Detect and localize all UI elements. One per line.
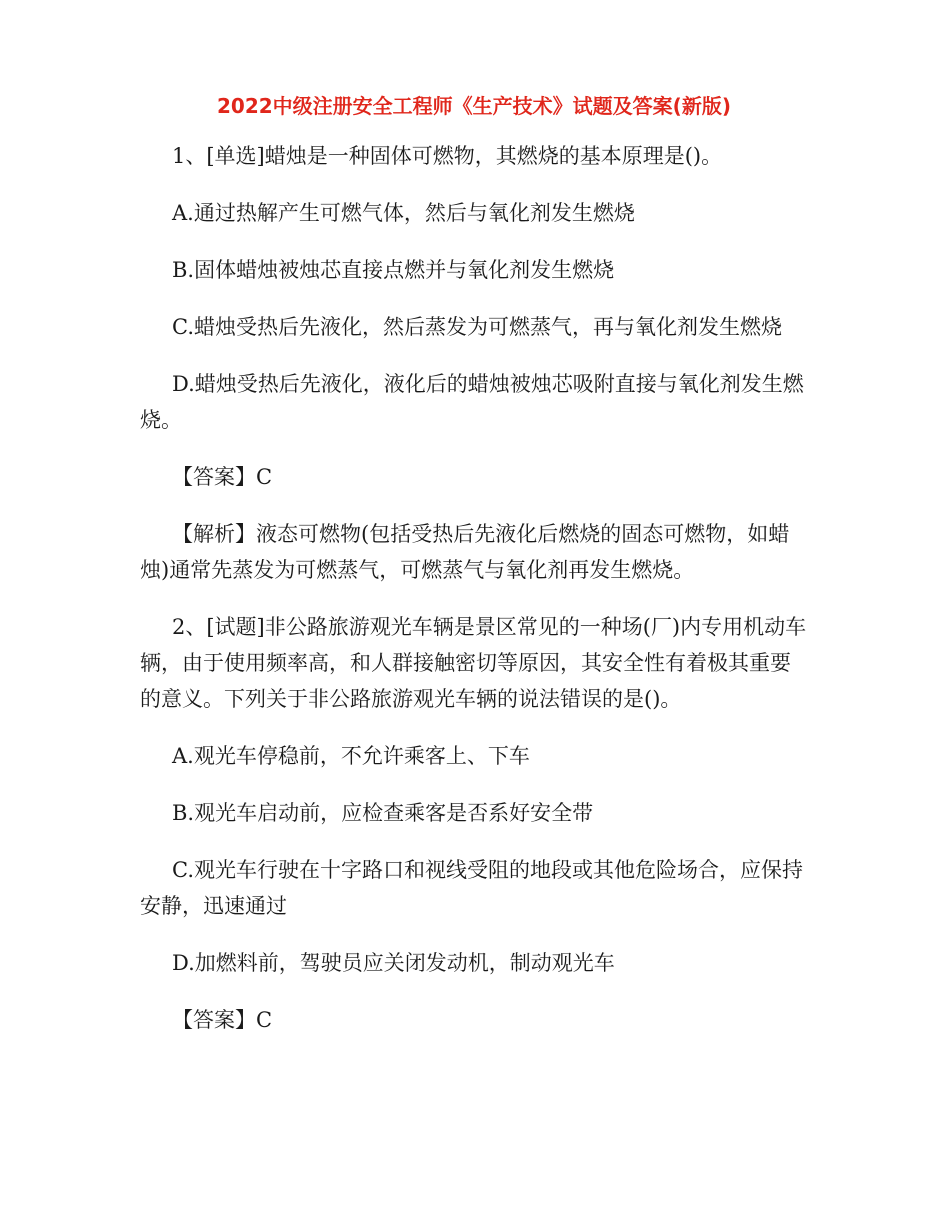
question-1-option-a: A.通过热解产生可燃气体，然后与氧化剂发生燃烧 <box>172 201 635 225</box>
question-2-option-a: A.观光车停稳前，不允许乘客上、下车 <box>172 744 530 768</box>
document-page <box>140 92 808 1059</box>
question-1-option-c: C.蜡烛受热后先液化，然后蒸发为可燃蒸气，再与氧化剂发生燃烧 <box>172 315 782 339</box>
question-1-stem: 1、[单选]蜡烛是一种固体可燃物，其燃烧的基本原理是()。 <box>172 144 723 168</box>
question-1-option-b: B.固体蜡烛被烛芯直接点燃并与氧化剂发生燃烧 <box>172 258 615 282</box>
question-2-option-c: C.观光车行驶在十字路口和视线受阻的地段或其他危险场合，应保持安静，迅速通过 <box>140 858 803 918</box>
question-1-option-d: D.蜡烛受热后先液化，液化后的蜡烛被烛芯吸附直接与氧化剂发生燃烧。 <box>140 372 804 432</box>
question-2-option-b: B.观光车启动前，应检查乘客是否系好安全带 <box>172 801 594 825</box>
document-title: 2022中级注册安全工程师《生产技术》试题及答案(新版) <box>217 94 731 118</box>
question-2-stem: 2、[试题]非公路旅游观光车辆是景区常见的一种场(厂)内专用机动车辆，由于使用频率高，和人群接触密切等原因，其安全性有着极其重要的意义。下列关于非公路旅游观光车辆的说法错误的是()。 <box>140 615 807 711</box>
question-2-option-d: D.加燃料前，驾驶员应关闭发动机，制动观光车 <box>172 951 615 975</box>
question-1-analysis: 【解析】液态可燃物(包括受热后先液化后燃烧的固态可燃物，如蜡烛)通常先蒸发为可燃蒸气，可燃蒸气与氧化剂再发生燃烧。 <box>140 522 790 582</box>
question-2-answer: 【答案】C <box>172 1008 273 1032</box>
question-1-answer: 【答案】C <box>172 465 273 489</box>
